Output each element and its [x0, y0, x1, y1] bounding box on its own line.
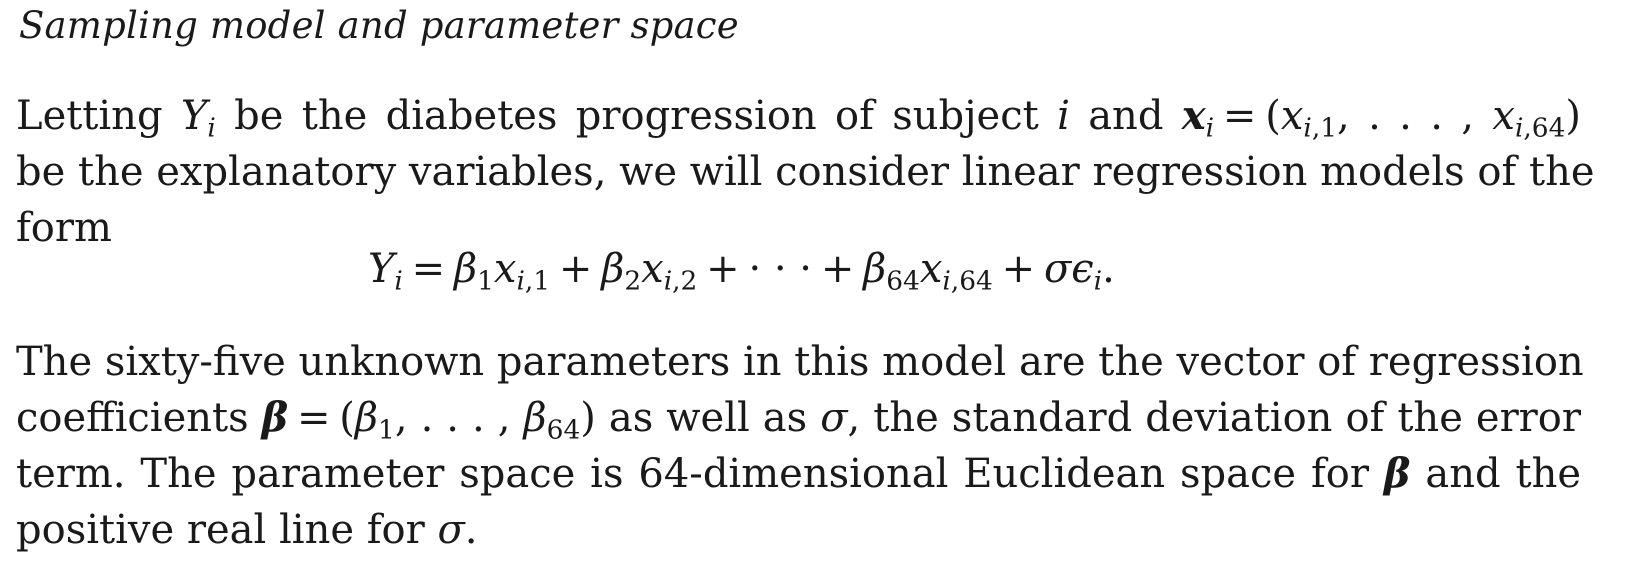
regression-equation: $Y_i = \beta_1x_{i,1} + \beta_2x_{i,2}$ + · · · + $\beta_{64}x_{i,64} + \sigma\epsilon_i$. — [368, 246, 1115, 297]
paragraph-model-description — [16, 88, 1595, 256]
math-sigma: σ — [820, 395, 848, 441]
paragraph-line: coefficients $\beta = (\beta_1$, . . . , $\beta_{64}$) as well as σ, the standard deviation of the error — [16, 394, 1582, 446]
paragraph-line: term. The parameter space is 64-dimensional Euclidean space for β and the — [16, 450, 1581, 497]
math-sigma: σ — [437, 507, 465, 553]
paragraph-line: The sixty-five unknown parameters in this model are the vector of regression — [16, 339, 1584, 385]
paragraph-line: be the explanatory variables, we will consider linear regression models of the — [16, 149, 1595, 195]
paragraph-line: form — [16, 205, 112, 251]
paragraph-line: positive real line for σ. — [16, 507, 478, 553]
paragraph-parameters — [16, 334, 1584, 558]
paragraph-line: Letting $Y_i$ be the diabetes progression of subject i and $x_i = (x_{i,1}$, . . . , $x_{i,64}$) — [16, 92, 1581, 144]
math-Yi: $Y_i$ — [180, 93, 216, 144]
math-xi-vector: $x_i = (x_{i,1}$, . . . , $x_{i,64}$) — [1181, 92, 1581, 144]
math-beta-bold: β — [1383, 450, 1411, 497]
section-title: Sampling model and parameter space — [19, 4, 739, 47]
math-i: i — [1057, 93, 1070, 139]
math-beta-vector: $\beta = (\beta_1$, . . . , $\beta_{64}$) — [261, 394, 596, 446]
